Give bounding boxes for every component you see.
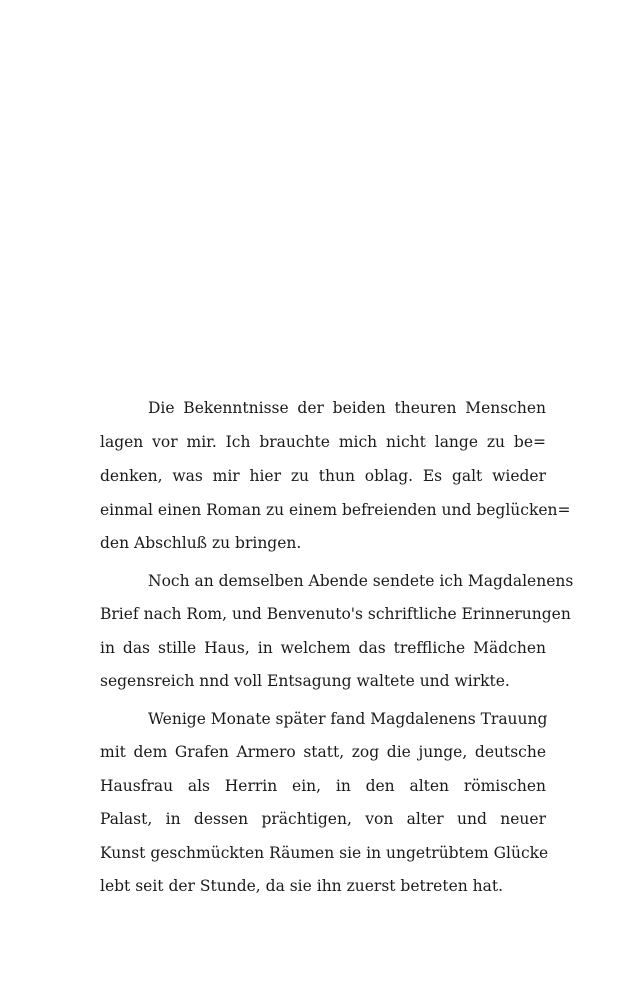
text-line: lebt seit der Stunde, da sie ihn zuerst betreten hat.: [100, 877, 504, 895]
text-line: Hausfrau als Herrin ein, in den alten römischen: [100, 777, 546, 795]
text-line: Noch an demselben Abende sendete ich Magdalenens: [148, 572, 574, 590]
text-line: Wenige Monate später fand Magdalenens Trauung: [148, 710, 548, 728]
text-line: Kunst geschmückten Räumen sie in ungetrübtem Glücke: [100, 844, 549, 862]
text-line: mit dem Grafen Armero statt, zog die junge, deutsche: [100, 743, 546, 761]
text-line: Die Bekenntnisse der beiden theuren Menschen: [148, 399, 546, 417]
text-line: lagen vor mir. Ich brauchte mich nicht lange zu be=: [100, 433, 546, 451]
text-line: in das stille Haus, in welchem das treffliche Mädchen: [100, 639, 546, 657]
text-line: den Abschluß zu bringen.: [100, 534, 302, 552]
text-line: segensreich nnd voll Entsagung waltete und wirkte.: [100, 672, 510, 690]
text-line: Brief nach Rom, und Benvenuto's schriftliche Erinnerungen: [100, 605, 571, 623]
text-line: Palast, in dessen prächtigen, von alter und neuer: [100, 810, 546, 828]
text-line: denken, was mir hier zu thun oblag. Es galt wieder: [100, 467, 546, 485]
text-line: einmal einen Roman zu einem befreienden und beglücken=: [100, 501, 571, 519]
